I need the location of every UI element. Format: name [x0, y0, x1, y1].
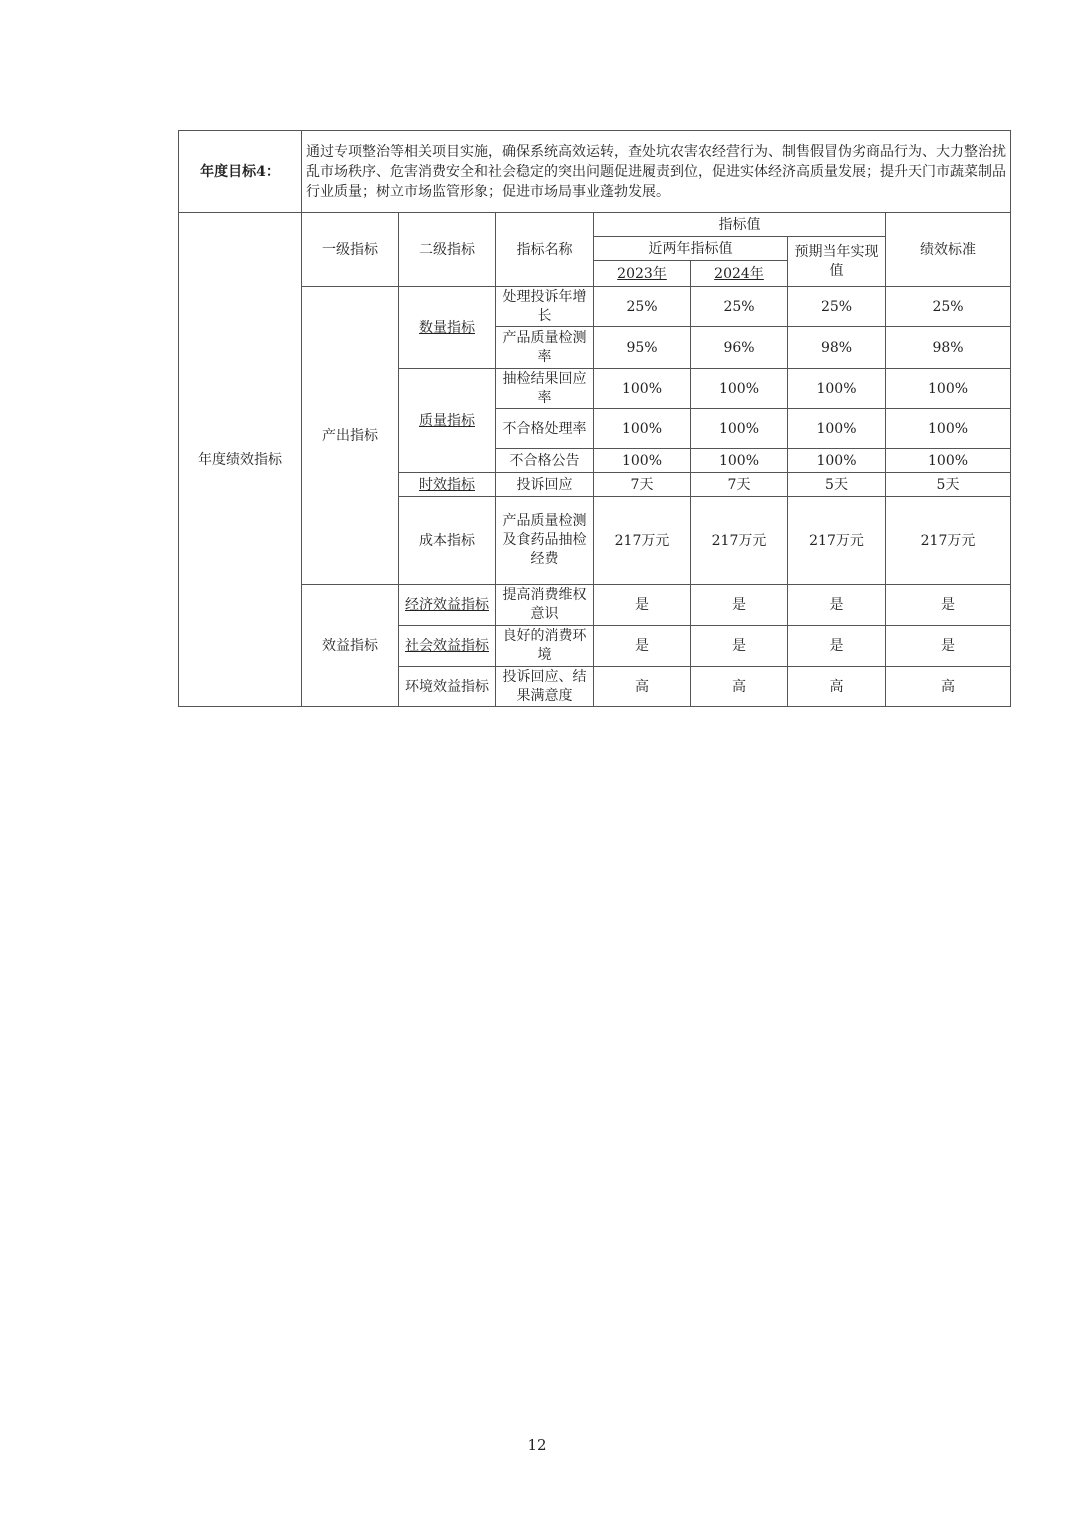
value-standard: 100%	[886, 449, 1011, 473]
value-expected: 高	[788, 667, 886, 707]
indicator-name: 良好的消费环境	[496, 626, 594, 667]
sub-economic: 经济效益指标	[399, 585, 496, 626]
header-value: 指标值	[594, 213, 886, 237]
value-2023: 95%	[594, 327, 691, 369]
sub-social: 社会效益指标	[399, 626, 496, 667]
value-2024: 100%	[691, 369, 788, 409]
value-standard: 100%	[886, 369, 1011, 409]
value-2023: 是	[594, 585, 691, 626]
goal-label: 年度目标4：	[179, 131, 302, 213]
header-2024: 2024年	[691, 261, 788, 287]
value-expected: 25%	[788, 287, 886, 327]
header-2023: 2023年	[594, 261, 691, 287]
indicator-name: 产品质量检测率	[496, 327, 594, 369]
value-2023: 217万元	[594, 497, 691, 585]
value-expected: 98%	[788, 327, 886, 369]
header-name: 指标名称	[496, 213, 594, 287]
value-expected: 5天	[788, 473, 886, 497]
value-expected: 100%	[788, 369, 886, 409]
value-expected: 是	[788, 585, 886, 626]
indicator-name: 不合格处理率	[496, 409, 594, 449]
value-standard: 25%	[886, 287, 1011, 327]
sub-quantity: 数量指标	[399, 287, 496, 369]
header-level1: 一级指标	[302, 213, 399, 287]
value-2023: 是	[594, 626, 691, 667]
value-expected: 是	[788, 626, 886, 667]
value-expected: 217万元	[788, 497, 886, 585]
value-2024: 96%	[691, 327, 788, 369]
value-standard: 5天	[886, 473, 1011, 497]
sub-environment: 环境效益指标	[399, 667, 496, 707]
value-expected: 100%	[788, 409, 886, 449]
indicator-name: 产品质量检测及食药品抽检经费	[496, 497, 594, 585]
value-standard: 98%	[886, 327, 1011, 369]
header-standard: 绩效标准	[886, 213, 1011, 287]
sub-timeliness: 时效指标	[399, 473, 496, 497]
value-standard: 217万元	[886, 497, 1011, 585]
performance-table	[178, 130, 1011, 707]
header-expected: 预期当年实现值	[788, 237, 886, 287]
section-label: 年度绩效指标	[179, 213, 302, 707]
value-2024: 是	[691, 626, 788, 667]
table-row	[179, 585, 1011, 626]
value-2023: 25%	[594, 287, 691, 327]
table-row	[179, 287, 1011, 327]
value-2023: 7天	[594, 473, 691, 497]
group-benefit: 效益指标	[302, 585, 399, 707]
sub-quality: 质量指标	[399, 369, 496, 473]
value-2023: 100%	[594, 409, 691, 449]
value-2024: 100%	[691, 449, 788, 473]
indicator-name: 不合格公告	[496, 449, 594, 473]
goal-text: 通过专项整治等相关项目实施，确保系统高效运转，查处坑农害农经营行为、制售假冒伪劣商品行为、大力整治扰乱市场秩序、危害消费安全和社会稳定的突出问题促进履责到位，促进实体经济高质量发展；提升天门市蔬菜制品行业质量；树立市场监管形象；促进市场局事业蓬勃发展。	[302, 131, 1011, 213]
value-2024: 217万元	[691, 497, 788, 585]
value-2024: 7天	[691, 473, 788, 497]
value-standard: 是	[886, 626, 1011, 667]
indicator-name: 投诉回应	[496, 473, 594, 497]
value-standard: 是	[886, 585, 1011, 626]
value-2024: 高	[691, 667, 788, 707]
value-2024: 25%	[691, 287, 788, 327]
value-2024: 是	[691, 585, 788, 626]
indicator-name: 投诉回应、结果满意度	[496, 667, 594, 707]
value-2023: 100%	[594, 369, 691, 409]
value-standard: 高	[886, 667, 1011, 707]
sub-cost: 成本指标	[399, 497, 496, 585]
group-output: 产出指标	[302, 287, 399, 585]
header-recent: 近两年指标值	[594, 237, 788, 261]
page-number: 12	[527, 1436, 547, 1454]
indicator-name: 抽检结果回应率	[496, 369, 594, 409]
value-expected: 100%	[788, 449, 886, 473]
header-level2: 二级指标	[399, 213, 496, 287]
value-2023: 100%	[594, 449, 691, 473]
indicator-name: 提高消费维权意识	[496, 585, 594, 626]
value-standard: 100%	[886, 409, 1011, 449]
value-2023: 高	[594, 667, 691, 707]
value-2024: 100%	[691, 409, 788, 449]
indicator-name: 处理投诉年增长	[496, 287, 594, 327]
